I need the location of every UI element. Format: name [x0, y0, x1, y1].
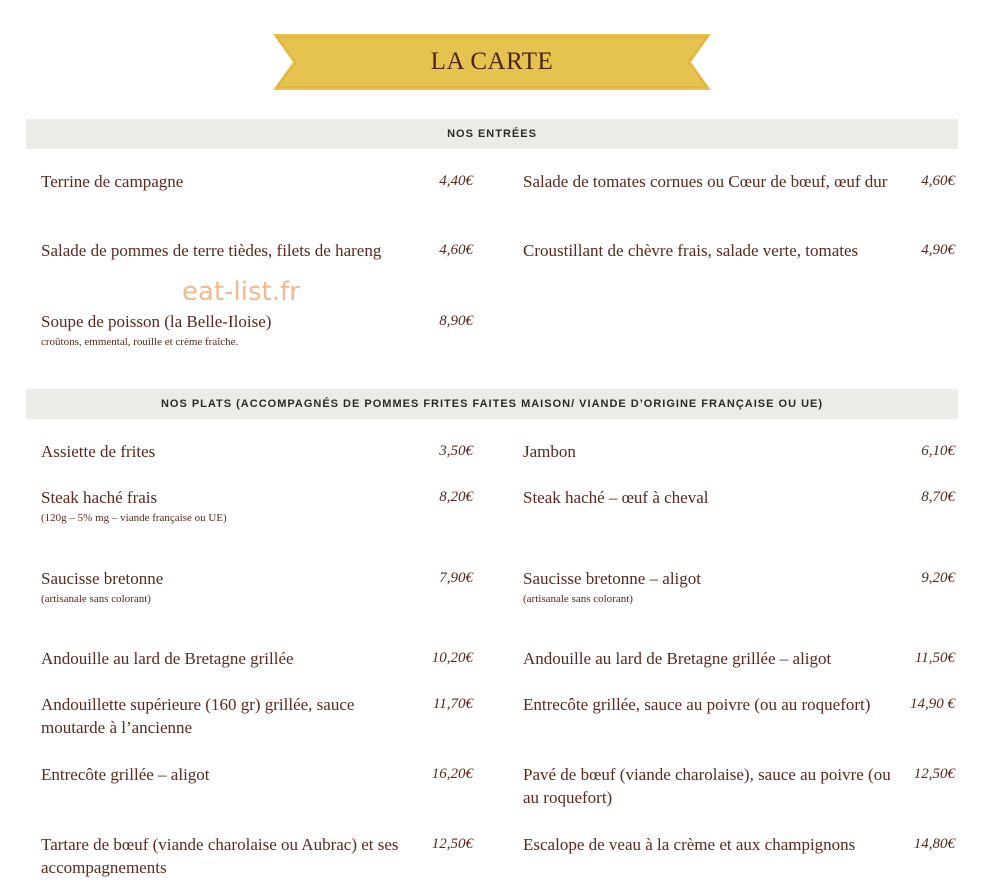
item-price: 10,20€: [431, 650, 473, 666]
item-description: (artisanale sans colorant): [41, 593, 151, 605]
item-price: 11,70€: [432, 696, 473, 712]
item-price: 4,60€: [439, 242, 473, 258]
item-price: 6,10€: [921, 443, 955, 459]
item-name: Salade de tomates cornues ou Cœur de bœuf, œuf dur: [523, 172, 888, 191]
item-name: Escalope de veau à la crème et aux champignons: [523, 835, 856, 854]
menu-title: LA CARTE: [430, 48, 554, 75]
item-name: Steak haché frais: [41, 488, 158, 507]
item-price: 8,70€: [921, 489, 955, 505]
item-price: 4,40€: [439, 173, 473, 189]
item-name: Steak haché – œuf à cheval: [523, 488, 709, 507]
item-name: Tartare de bœuf (viande charolaise ou Aubrac) et ses accompagnements: [41, 835, 399, 877]
item-name: Pavé de bœuf (viande charolaise), sauce au poivre (ou au roquefort): [523, 765, 891, 807]
item-name: Soupe de poisson (la Belle-Iloise): [41, 312, 272, 331]
item-price: 14,80€: [913, 836, 955, 852]
item-price: 4,60€: [921, 173, 955, 189]
item-name: Jambon: [523, 442, 576, 461]
item-description: (120g – 5% mg – viande française ou UE): [41, 512, 227, 524]
item-price: 12,50€: [431, 836, 473, 852]
item-name: Entrecôte grillée, sauce au poivre (ou au roquefort): [523, 695, 871, 714]
section-header-entrees: NOS ENTRÉES: [26, 119, 958, 149]
item-name: Andouille au lard de Bretagne grillée – aligot: [523, 649, 832, 668]
item-name: Andouille au lard de Bretagne grillée: [41, 649, 294, 668]
item-name: Terrine de campagne: [41, 172, 184, 191]
item-price: 4,90€: [921, 242, 955, 258]
item-price: 14,90 €: [910, 696, 955, 712]
item-name: Entrecôte grillée – aligot: [41, 765, 210, 784]
item-price: 16,20€: [431, 766, 473, 782]
item-name: Croustillant de chèvre frais, salade verte, tomates: [523, 241, 859, 260]
item-price: 12,50€: [913, 766, 955, 782]
item-price: 11,50€: [914, 650, 955, 666]
item-name: Saucisse bretonne: [41, 569, 164, 588]
item-name: Saucisse bretonne – aligot: [523, 569, 701, 588]
item-price: 8,20€: [439, 489, 473, 505]
item-name: Assiette de frites: [41, 442, 156, 461]
item-description: (artisanale sans colorant): [523, 593, 633, 605]
item-description: croûtons, emmental, rouille et crème fraîche.: [41, 336, 239, 348]
menu-banner: [273, 34, 711, 90]
item-price: 8,90€: [439, 313, 473, 329]
item-price: 7,90€: [439, 570, 473, 586]
section-header-plats: NOS PLATS (ACCOMPAGNÉS DE POMMES FRITES FAITES MAISON/ VIANDE D’ORIGINE FRANÇAISE OU UE): [26, 389, 958, 419]
watermark: eat-list.fr: [182, 277, 300, 307]
item-name: Andouillette supérieure (160 gr) grillée, sauce moutarde à l’ancienne: [41, 695, 355, 737]
item-price: 9,20€: [921, 570, 955, 586]
item-price: 3,50€: [439, 443, 473, 459]
item-name: Salade de pommes de terre tièdes, filets de hareng: [41, 241, 382, 260]
